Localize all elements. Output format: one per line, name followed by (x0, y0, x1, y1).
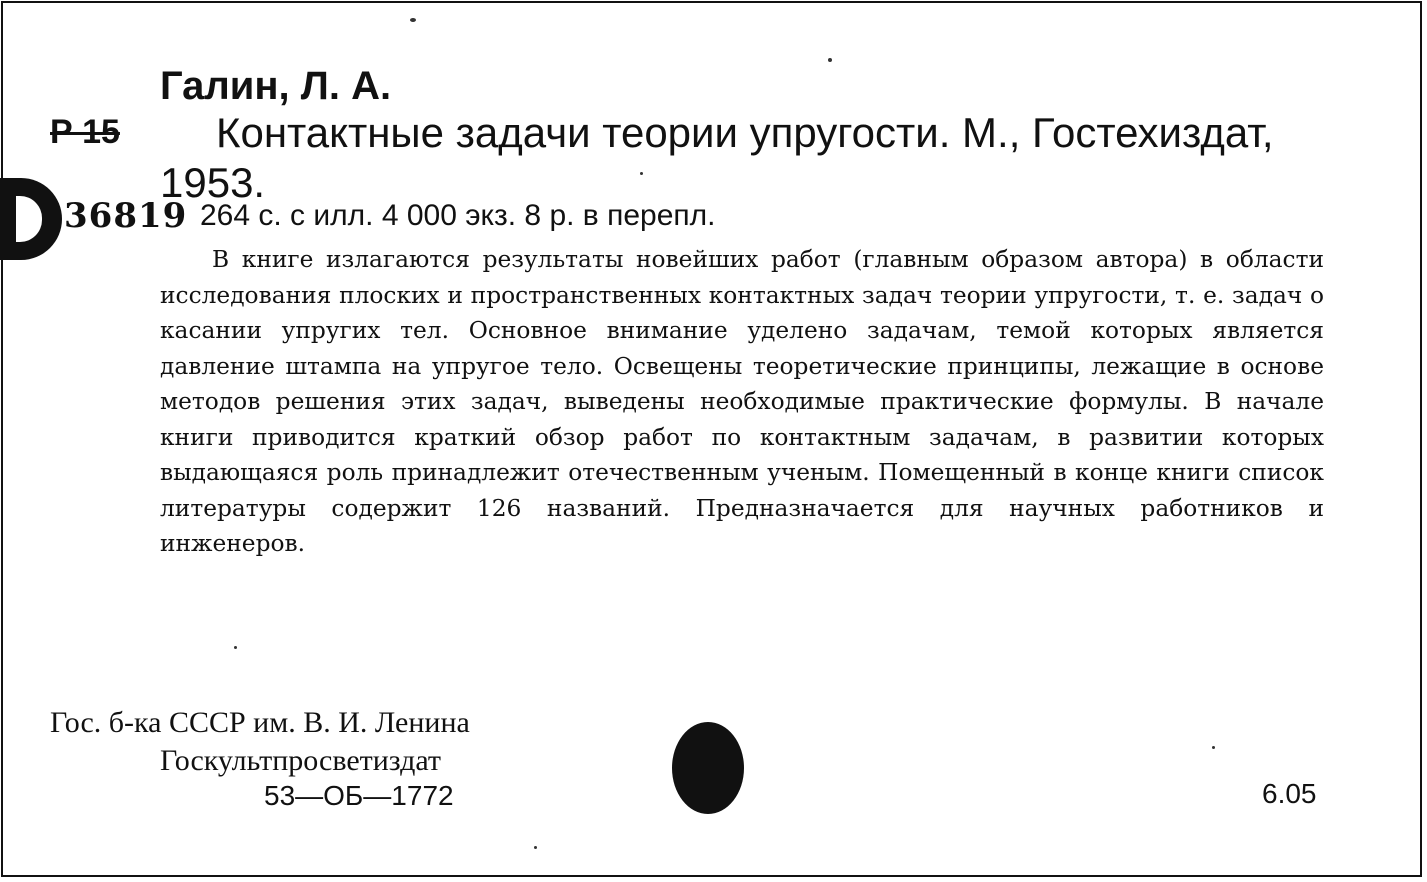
abstract-text: В книге излагаются результаты новейших работ (главным образом автора) в области исследования плоских и пространственных контактных задач теории упругости, т. е. задач о касании упругих тел. Основное внимание уделено задачам, темой которых является давление штампа на упругое тело. Освещены теоретические принципы, лежащие в основе методов решения этих задач, выведены необходимые практические формулы. В начале книги приводится краткий обзор работ по контактным задачам, в развитии которых выдающаяся роль принадлежит отечественным ученым. Помещенный в конце книги список литературы содержит 126 названий. Предназначается для научных работников и инженеров. (160, 246, 1324, 557)
physical-description: 264 с. с илл. 4 000 экз. 8 р. в перепл. (200, 199, 716, 232)
title-line-1: Контактные задачи теории упругости. М., Гостехиздат, (216, 109, 1274, 156)
book-title (160, 108, 1340, 208)
order-number: 53—ОБ—1772 (264, 780, 454, 811)
title-line-2: 1953. (160, 159, 266, 206)
speck (1212, 746, 1215, 749)
speck (410, 18, 416, 22)
author-name: Галин, Л. А. (160, 64, 392, 108)
speck (534, 846, 537, 849)
speck (640, 172, 643, 175)
speck (828, 58, 832, 62)
shelfmark: 36819 (64, 196, 188, 236)
old-index-crossed-out: Р 15 (50, 113, 120, 151)
card-code: 6.05 (1262, 778, 1317, 809)
punch-hole (672, 722, 744, 814)
speck (234, 646, 237, 649)
library-name: Гос. б-ка СССР им. В. И. Ленина (50, 706, 470, 739)
publisher-name: Госкультпросветиздат (160, 744, 442, 777)
